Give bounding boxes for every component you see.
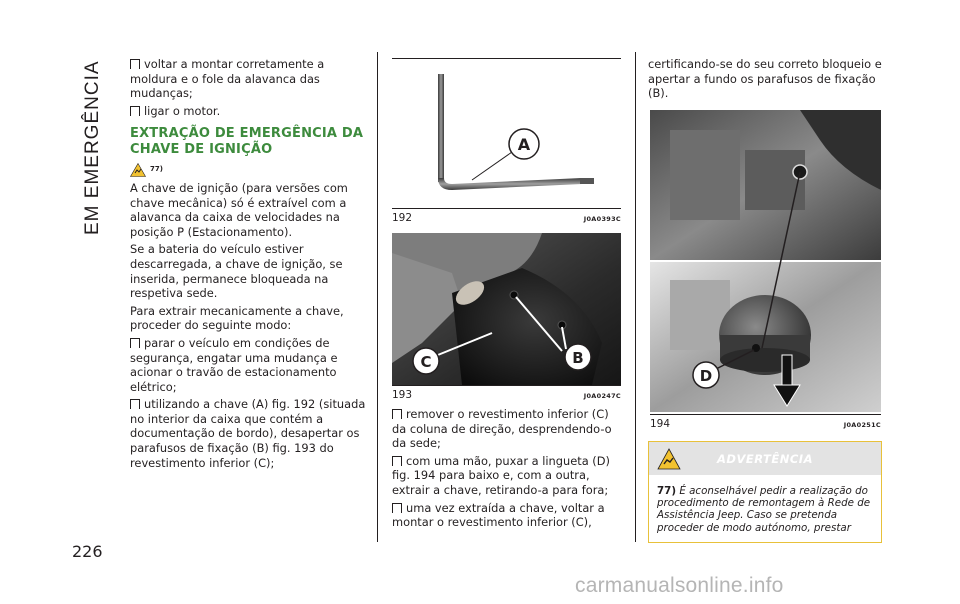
bullet-icon [392, 409, 402, 419]
column-1 [130, 57, 366, 473]
bullet-icon [130, 338, 140, 348]
list-item: ligar o motor. [130, 104, 366, 119]
page-number: 226 [72, 542, 103, 561]
figure-number: 193 [392, 389, 413, 401]
figure-194-caption [650, 418, 881, 430]
column-divider-2 [635, 52, 636, 542]
figure-caption-rule [650, 414, 881, 415]
warning-header [649, 442, 881, 475]
figure-192-key-illustration [392, 60, 621, 208]
list-item: remover o revestimento inferior (C) da coluna de direção, desprendendo-o da sede; [392, 407, 612, 451]
paragraph: certificando-se do seu correto bloqueio e apertar a fundo os parafusos de fixação (B). [648, 57, 882, 101]
bullet-icon [130, 59, 140, 69]
watermark: carmanualsonline.info [575, 574, 784, 597]
column-2 [392, 407, 622, 533]
figure-number: 194 [650, 418, 671, 430]
list-item: parar o veículo em condições de segurança, engatar uma mudança e acionar o travão de estacionamento elétrico; [130, 335, 338, 394]
figure-number: 192 [392, 212, 413, 224]
warning-body [649, 475, 881, 534]
paragraph: Para extrair mecanicamente a chave, proceder do seguinte modo: [130, 303, 344, 333]
bullet-icon [130, 399, 140, 409]
warning-title: ADVERTÊNCIA [717, 452, 813, 466]
figure-code: J0A0251C [843, 421, 881, 429]
paragraph: Se a bateria do veículo estiver descarregada, a chave de ignição, se inserida, permanece bloqueada na respetiva sede. [130, 242, 343, 301]
list-item: voltar a montar corretamente a moldura e o fole da alavanca das mudanças; [130, 57, 325, 101]
paragraph: A chave de ignição (para versões com chave mecânica) só é extraível com a alavanca da caixa de velocidades na posição P (Estacionamento). [130, 180, 348, 239]
warning-ref-number: 77) [657, 485, 677, 497]
figure-194-photo [650, 110, 881, 412]
figure-193-caption [392, 389, 621, 401]
figure-label-d: D [699, 367, 713, 385]
section-heading: EXTRAÇÃO DE EMERGÊNCIA DA CHAVE DE IGNIÇÃO [130, 126, 364, 158]
list-item: utilizando a chave (A) fig. 192 (situada no interior da caixa que contém a documentação de bordo), desapertar os parafusos de fixação (B) fig. 193 do revestimento inferior (C); [130, 397, 366, 470]
figure-192-caption [392, 212, 621, 224]
column-3 [648, 57, 884, 104]
warning-triangle-icon [130, 163, 146, 177]
column-divider-1 [377, 52, 378, 542]
warning-box [648, 441, 882, 543]
bullet-icon [130, 106, 140, 116]
bullet-icon [392, 456, 402, 466]
figure-code: J0A0393C [583, 215, 621, 223]
figure-label-b: B [572, 349, 584, 367]
list-item: com uma mão, puxar a lingueta (D) fig. 194 para baixo e, com a outra, extrair a chave, retirando-a para fora; [392, 453, 610, 497]
figure-code: J0A0247C [583, 392, 621, 400]
figure-top-rule [392, 58, 621, 59]
section-side-title: EM EMERGÊNCIA [82, 60, 103, 235]
figure-caption-rule [392, 385, 621, 386]
list-item: uma vez extraída a chave, voltar a montar o revestimento inferior (C), [392, 500, 605, 530]
figure-caption-rule [392, 208, 621, 209]
warning-ref-number: 77) [150, 165, 163, 174]
figure-193-photo [392, 233, 621, 385]
bullet-icon [392, 503, 402, 513]
figure-label-c: C [420, 353, 432, 371]
warning-reference [130, 162, 366, 177]
figure-label-a: A [517, 135, 531, 154]
warning-text: É aconselhável pedir a realização do procedimento de remontagem à Rede de Assistência Jeep. Caso se pretenda proceder de modo autónomo, prestar [657, 485, 871, 534]
